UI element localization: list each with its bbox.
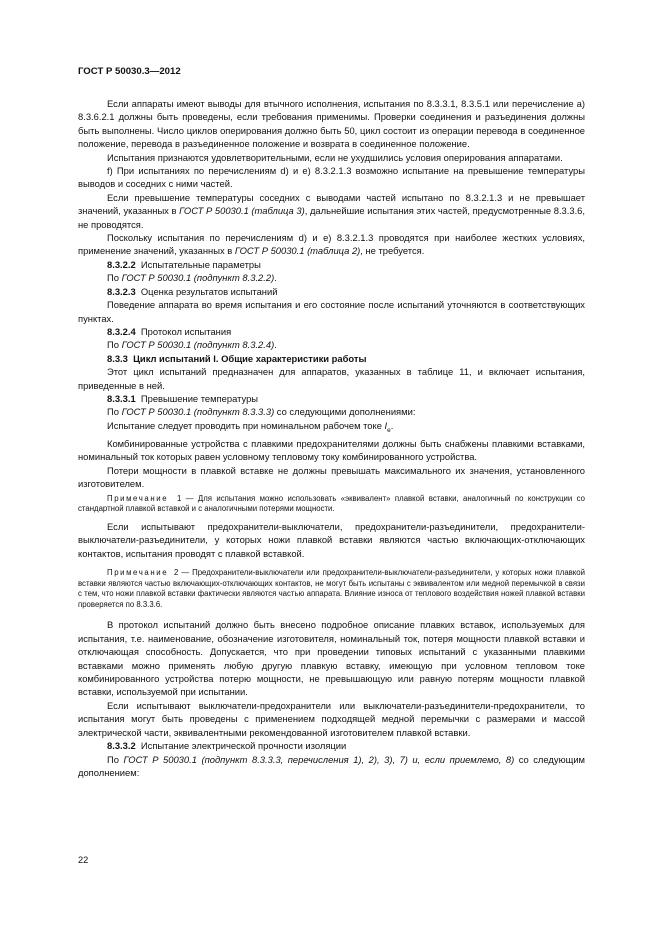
standard-reference: ГОСТ Р 50030.1 (подпункт 8.3.2.4) (121, 339, 275, 351)
paragraph: По ГОСТ Р 50030.1 (подпункт 8.3.2.4). (107, 339, 277, 351)
section-heading (78, 285, 585, 298)
standard-reference: ГОСТ Р 50030.1 (подпункт 8.3.3.3, перечисления 1), 2), 3), 7) и, если приемлемо, 8) (123, 753, 515, 765)
paragraph: Если испытывают предохранители-выключатели, предохранители-разъединители, предохранители-выключатели-разъединители, у которых ножи плавкой вставки являются частью включающих-отключающих контактов, испытания проводят с плавкой вставкой. (78, 520, 585, 559)
current-subscript: e (387, 426, 391, 434)
standard-reference: ГОСТ Р 50030.1 (таблица 3) (179, 205, 305, 217)
section-number: 8.3.3.1 (107, 392, 136, 404)
paragraph: Этот цикл испытаний предназначен для аппаратов, указанных в таблице 11, и включает испытания, приведенные в ней. (78, 366, 585, 391)
standard-reference: ГОСТ Р 50030.1 (подпункт 8.3.3.3) (121, 406, 275, 418)
document-body (78, 97, 585, 779)
section-heading (78, 325, 585, 338)
paragraph: Поведение аппарата во время испытания и его состояние после испытаний уточняются в соответствующих пунктах. (78, 299, 585, 324)
section-heading (78, 352, 585, 365)
note: Примечание 1 — Для испытания можно использовать «эквивалент» плавкой вставки, аналогичный по конструкции со стандартной плавкой вставкой и с аналогичными потерями мощности. (78, 493, 585, 514)
section-title: Оценка результатов испытаний (140, 285, 278, 297)
section-title: Испытательные параметры (140, 258, 261, 270)
note-label: Примечание (107, 568, 169, 578)
paragraph: Поскольку испытания по перечислениям d) и e) 8.3.2.1.3 проводятся при наиболее жестких условиях, применение значений, указанных в ГОСТ Р 50030.1 (таблица 2), не требуется. (78, 232, 585, 257)
section-title: Протокол испытания (140, 325, 232, 337)
document-header: ГОСТ Р 50030.3—2012 (78, 66, 181, 77)
standard-reference: ГОСТ Р 50030.1 (таблица 2) (234, 245, 361, 257)
paragraph: Если аппараты имеют выводы для втычного исполнения, испытания по 8.3.3.1, 8.3.5.1 или перечисление а) 8.3.6.2.1 должны быть проведены, если требования применимы. Проверки соединения и разъединения должны быть выполнены. Число циклов оперирования должно быть 50, цикл состоит из операции перевода в соединенное положение, перевода в разъединенное положение и возврата в соединенное положение. (78, 98, 585, 150)
section-heading (78, 739, 585, 752)
paragraph: Испытание следует проводить при номинальном рабочем токе $I_e$. (107, 419, 394, 434)
section-number: 8.3.2.4 (107, 325, 136, 337)
note-label: Примечание (107, 493, 169, 503)
section-number: 8.3.2.2 (107, 258, 136, 270)
current-symbol: I (384, 419, 388, 431)
section-heading (78, 392, 585, 405)
paragraph: Если превышение температуры соседних с выводами частей испытано по 8.3.2.1.3 и не превышает значений, указанных в ГОСТ Р 50030.1 (таблица 3), дальнейшие испытания этих частей, предусмотренные 8.3.3.6, не проводятся. (78, 191, 586, 230)
note-number: 1 (176, 493, 182, 503)
paragraph: Потери мощности в плавкой вставке не должны превышать максимального их значения, установленного изготовителем. (78, 464, 585, 490)
paragraph: По ГОСТ Р 50030.1 (подпункт 8.3.3.3) со следующими дополнениями: (107, 406, 416, 418)
section-heading (78, 258, 585, 271)
section-title: Превышение температуры (140, 392, 259, 404)
note: Примечание 2 — Предохранители-выключатели или предохранители-выключатели-разъединители, у которых ножи плавкой вставки являются частью включающих-отключающих контактов, не могут быть испытаны с эквивалентом или медной перемычкой в связи с тем, что ножи плавкой вставки фактически являются частью аппарата. Влияние износа от теплового воздействия ножей плавкой вставки проверяется по 8.3.3.6. (78, 568, 585, 609)
section-number: 8.3.3 (107, 352, 128, 364)
paragraph: Комбинированные устройства с плавкими предохранителями должны быть снабжены плавкими вставками, номинальный ток которых равен условному тепловому току комбинированного устройства. (78, 438, 585, 463)
paragraph: Испытания признаются удовлетворительными, если не ухудшились условия оперирования аппаратами. (107, 151, 563, 163)
section-number: 8.3.3.2 (107, 740, 136, 752)
standard-reference: ГОСТ Р 50030.1 (подпункт 8.3.2.2) (121, 272, 275, 284)
paragraph: По ГОСТ Р 50030.1 (подпункт 8.3.3.3, перечисления 1), 2), 3), 7) и, если приемлемо, 8) со следующим дополнением: (78, 753, 585, 778)
section-title: Цикл испытаний I. Общие характеристики работы (133, 352, 367, 364)
note-number: 2 (174, 568, 179, 578)
paragraph: f) При испытаниях по перечислениям d) и e) 8.3.2.1.3 возможно испытание на превышение температуры выводов и соседних с ними частей. (78, 165, 585, 190)
paragraph: В протокол испытаний должно быть внесено подробное описание плавких вставок, используемых для испытания, т.е. наименование, обозначение изготовителя, номинальный ток, потеря мощности плавкой вставки и отключающая способность. Допускается, что при проведении типовых испытаний с указанными плавкими вставками можно применять любую другую плавкую вставку, имеющую при условном тепловом токе комбинированного устройства потерю мощности, не превышающую или равную потерям мощности плавкой вставки, используемой при испытании. (78, 619, 585, 698)
page-number: 22 (78, 855, 89, 865)
section-number: 8.3.2.3 (107, 285, 136, 297)
paragraph: По ГОСТ Р 50030.1 (подпункт 8.3.2.2). (107, 272, 277, 284)
section-title: Испытание электрической прочности изоляции (140, 740, 347, 752)
paragraph: Если испытывают выключатели-предохранители или выключатели-разъединители-предохранители, то испытания могут быть проведены с применением подходящей медной перемычки с размерами и массой электрической части, эквивалентными рекомендованной изготовителем плавкой вставки. (78, 699, 585, 738)
